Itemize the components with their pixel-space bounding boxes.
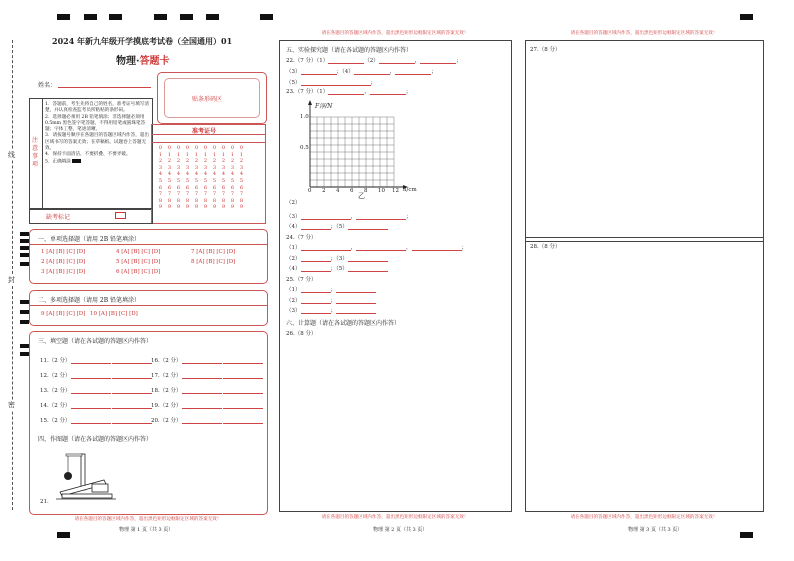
single-choice-section: [29, 229, 268, 284]
candidate-digit-column[interactable]: [228, 145, 237, 211]
notes-list: [45, 102, 149, 165]
candidate-digit-bubble[interactable]: 5: [185, 177, 190, 184]
alignment-mark: [154, 14, 167, 20]
graph-x-tick: 12: [392, 188, 399, 194]
q23-row2[interactable]: （2）: [286, 200, 301, 206]
choice-q9[interactable]: 9 [A] [B] [C] [D]: [41, 311, 86, 317]
barcode-area: 贴条形码区: [157, 72, 267, 124]
fill-blank-row[interactable]: 13.（2 分）: [40, 386, 152, 394]
q23-row4[interactable]: （4） ；（5）: [286, 222, 388, 230]
q22-row1[interactable]: 22.（7 分）（1） （2） ， ；: [286, 58, 462, 64]
fill-blank-row[interactable]: 20.（2 分）: [151, 416, 263, 424]
note-item: 4．保持卡面清洁，不要折叠、不要弄破。: [45, 152, 131, 158]
candidate-digit-bubble[interactable]: 8: [203, 197, 208, 204]
candidate-number-box: [151, 124, 266, 224]
candidate-digit-bubble[interactable]: 0: [239, 145, 244, 151]
candidate-digit-bubble[interactable]: 3: [230, 164, 235, 171]
section-title: 五、实验探究题（请在各试题的答题区内作答）: [286, 47, 413, 54]
side-mark: [20, 262, 29, 266]
candidate-digit-column[interactable]: [183, 145, 192, 211]
candidate-digit-bubble[interactable]: 4: [221, 171, 226, 178]
candidate-digit-bubble[interactable]: 0: [212, 145, 217, 151]
candidate-digit-bubble[interactable]: 5: [167, 177, 172, 184]
candidate-digit-bubble[interactable]: 1: [239, 151, 244, 158]
lever-diagram: [56, 450, 116, 502]
candidate-digit-bubble[interactable]: 7: [221, 191, 226, 198]
candidate-digit-bubble[interactable]: 7: [212, 191, 217, 198]
graph-x-tick: 2: [322, 188, 326, 194]
candidate-digit-bubble[interactable]: 1: [158, 151, 163, 158]
graph-x-tick: 4: [336, 188, 340, 194]
candidate-digit-column[interactable]: [237, 145, 246, 211]
side-mark: [20, 352, 29, 356]
alignment-mark: [180, 14, 193, 20]
candidate-digit-column[interactable]: [201, 145, 210, 211]
candidate-digit-bubble[interactable]: 8: [230, 197, 235, 204]
page-footer: 物理 第 2 页（共 3 页）: [373, 527, 428, 533]
candidate-digit-bubble[interactable]: 5: [230, 177, 235, 184]
binding-text-seal: 封: [8, 276, 15, 284]
choice-q8[interactable]: 8 [A] [B] [C] [D]: [191, 259, 236, 265]
multi-choice-section: [29, 290, 268, 326]
candidate-digit-bubble[interactable]: 7: [167, 191, 172, 198]
choice-q6[interactable]: 6 [A] [B] [C] [D]: [116, 269, 161, 275]
q25-label: 25.（7 分）: [286, 277, 317, 283]
candidate-digit-bubble[interactable]: 1: [230, 151, 235, 158]
candidate-digit-bubble[interactable]: 4: [185, 171, 190, 178]
candidate-digit-bubble[interactable]: 6: [239, 184, 244, 191]
choice-q7[interactable]: 7 [A] [B] [C] [D]: [191, 249, 236, 255]
candidate-digit-bubble[interactable]: 4: [176, 171, 181, 178]
candidate-digit-bubble[interactable]: 1: [221, 151, 226, 158]
card-title: 物理·答题卡: [116, 56, 170, 67]
side-mark: [20, 344, 29, 348]
candidate-digit-bubble[interactable]: 6: [203, 184, 208, 191]
candidate-digit-bubble[interactable]: 3: [194, 164, 199, 171]
candidate-digit-bubble[interactable]: 6: [212, 184, 217, 191]
candidate-digit-bubble[interactable]: 9: [158, 204, 163, 211]
candidate-digit-bubble[interactable]: 6: [176, 184, 181, 191]
q28-label: 28.（8 分）: [530, 244, 561, 250]
q27-label: 27.（8 分）: [530, 47, 561, 53]
candidate-digit-bubble[interactable]: 0: [230, 145, 235, 151]
candidate-digit-bubble[interactable]: 9: [221, 204, 226, 211]
candidate-digit-bubble[interactable]: 9: [203, 204, 208, 211]
candidate-digit-column[interactable]: [210, 145, 219, 211]
candidate-digit-bubble[interactable]: 5: [203, 177, 208, 184]
notes-box: [29, 98, 153, 210]
candidate-digit-column[interactable]: [219, 145, 228, 211]
absent-mark-box: [29, 208, 153, 224]
candidate-digit-bubble[interactable]: 8: [176, 197, 181, 204]
q25-row1[interactable]: （1） ；: [286, 285, 376, 293]
candidate-digit-bubble[interactable]: 0: [176, 145, 181, 151]
candidate-digit-bubble[interactable]: 2: [194, 158, 199, 165]
side-mark: [20, 253, 29, 257]
q22-row2[interactable]: （3） ；（4） ， ；: [286, 69, 437, 75]
buoyancy-graph[interactable]: [300, 99, 420, 199]
q21-label: 21.: [40, 499, 49, 505]
candidate-digit-bubble[interactable]: 7: [158, 191, 163, 198]
side-mark: [20, 239, 29, 243]
section-title: 六、计算题（请在各试题的答题区内作答）: [286, 320, 401, 327]
candidate-digit-bubble[interactable]: 0: [185, 145, 190, 151]
candidate-digit-bubble[interactable]: 3: [239, 164, 244, 171]
note-item: 3．请按题号顺序在各题目的答题区域内作答，超出区域书写的答案无效；在草稿纸、试题卷上答题无效。: [45, 133, 149, 152]
alignment-mark: [740, 14, 753, 20]
candidate-digit-bubble[interactable]: 0: [167, 145, 172, 151]
candidate-digit-bubble[interactable]: 9: [212, 204, 217, 211]
candidate-digit-bubble[interactable]: 3: [203, 164, 208, 171]
candidate-digit-bubble[interactable]: 1: [203, 151, 208, 158]
graph-x-tick: 8: [364, 188, 368, 194]
graph-y-label: F浮/N: [315, 103, 333, 110]
notice-text: 请在各题目的答题区域内作答，超出黑色矩形边框限定区域的答案无效！: [321, 31, 469, 36]
candidate-digit-bubble[interactable]: 3: [221, 164, 226, 171]
section-title: 二、多项选择题（请用 2B 铅笔填涂）: [38, 297, 141, 304]
candidate-digit-bubble[interactable]: 6: [194, 184, 199, 191]
choice-q2[interactable]: 2 [A] [B] [C] [D]: [41, 259, 86, 265]
choice-q1[interactable]: 1 [A] [B] [C] [D]: [41, 249, 86, 255]
alignment-mark: [57, 14, 70, 20]
candidate-digit-column[interactable]: [165, 145, 174, 211]
notice-text: 请在各题目的答题区域内作答，超出黑色矩形边框限定区域的答案无效！: [74, 517, 222, 522]
candidate-digit-bubble[interactable]: 9: [167, 204, 172, 211]
candidate-digit-bubble[interactable]: 4: [230, 171, 235, 178]
notes-title: 注意事项: [32, 137, 39, 168]
candidate-digit-column[interactable]: [174, 145, 183, 211]
graph-y-tick: 1.0: [300, 114, 309, 120]
fill-blank-section: [29, 331, 268, 515]
candidate-digit-bubble[interactable]: 4: [158, 171, 163, 178]
notice-text: 请在各题目的答题区域内作答，超出黑色矩形边框限定区域的答案无效！: [570, 515, 718, 520]
candidate-digit-column[interactable]: [156, 145, 165, 211]
candidate-digit-bubble[interactable]: 2: [158, 158, 163, 165]
choice-q3[interactable]: 3 [A] [B] [C] [D]: [41, 269, 86, 275]
candidate-digit-bubble[interactable]: 4: [212, 171, 217, 178]
candidate-digit-bubble[interactable]: 8: [212, 197, 217, 204]
candidate-digit-bubble[interactable]: 9: [176, 204, 181, 211]
side-mark: [20, 300, 29, 304]
candidate-digit-bubble[interactable]: 4: [203, 171, 208, 178]
graph-y-tick: 0.5: [300, 145, 309, 151]
candidate-digit-bubble[interactable]: 5: [194, 177, 199, 184]
alignment-mark: [57, 532, 70, 538]
candidate-digit-bubble[interactable]: 1: [212, 151, 217, 158]
candidate-digit-bubble[interactable]: 3: [185, 164, 190, 171]
candidate-digit-bubble[interactable]: 5: [239, 177, 244, 184]
candidate-digit-bubble[interactable]: 9: [230, 204, 235, 211]
binding-text-line: 线: [8, 151, 15, 159]
alignment-mark: [109, 14, 122, 20]
graph-x-tick: 0: [308, 188, 312, 194]
section-title: 四、作图题（请在各试题的答题区内作答）: [38, 436, 153, 443]
exam-title: 2024 年新九年级开学摸底考试卷（全国通用）01: [52, 36, 233, 46]
notice-text: 请在各题目的答题区域内作答，超出黑色矩形边框限定区域的答案无效！: [570, 31, 718, 36]
candidate-digit-bubble[interactable]: 4: [194, 171, 199, 178]
page-footer: 物理 第 1 页（共 3 页）: [119, 527, 174, 533]
section-title: 三、填空题（请在各试题的答题区内作答）: [38, 338, 153, 345]
page2-answer-area: [279, 40, 512, 512]
section-title: 一、单项选择题（请用 2B 铅笔填涂）: [38, 236, 141, 243]
q24-label: 24.（7 分）: [286, 235, 317, 241]
candidate-digit-bubble[interactable]: 2: [167, 158, 172, 165]
candidate-digit-bubble[interactable]: 1: [185, 151, 190, 158]
candidate-digit-column[interactable]: [192, 145, 201, 211]
candidate-digit-bubble[interactable]: 8: [239, 197, 244, 204]
candidate-digit-bubble[interactable]: 0: [194, 145, 199, 151]
candidate-digit-bubble[interactable]: 2: [185, 158, 190, 165]
candidate-digit-bubble[interactable]: 9: [185, 204, 190, 211]
candidate-digit-bubble[interactable]: 7: [239, 191, 244, 198]
name-field[interactable]: [58, 87, 151, 88]
candidate-digit-bubble[interactable]: 5: [158, 177, 163, 184]
candidate-digit-bubble[interactable]: 2: [221, 158, 226, 165]
fill-blank-row[interactable]: 19.（2 分）: [151, 401, 263, 409]
candidate-digit-bubble[interactable]: 6: [167, 184, 172, 191]
alignment-mark: [260, 14, 273, 20]
graph-x-tick: 10: [378, 188, 385, 194]
graph-x-tick: 6: [350, 188, 354, 194]
alignment-mark: [740, 532, 753, 538]
fill-blank-row[interactable]: 11.（2 分）: [40, 356, 152, 364]
absent-mark-label: 缺考标记: [46, 214, 71, 221]
candidate-digit-bubble[interactable]: 8: [167, 197, 172, 204]
side-mark: [20, 320, 29, 324]
alignment-mark: [84, 14, 97, 20]
candidate-digit-bubble[interactable]: 8: [158, 197, 163, 204]
fill-blank-row[interactable]: 18.（2 分）: [151, 386, 263, 394]
candidate-digit-bubble[interactable]: 8: [194, 197, 199, 204]
candidate-digit-bubble[interactable]: 0: [221, 145, 226, 151]
fill-blank-row[interactable]: 17.（2 分）: [151, 371, 263, 379]
candidate-digit-bubble[interactable]: 7: [176, 191, 181, 198]
candidate-digit-bubble[interactable]: 2: [230, 158, 235, 165]
candidate-digit-bubble[interactable]: 2: [203, 158, 208, 165]
notice-text: 请在各题目的答题区域内作答，超出黑色矩形边框限定区域的答案无效！: [321, 515, 469, 520]
candidate-digit-bubble[interactable]: 6: [185, 184, 190, 191]
q24-row3[interactable]: （4） ；（5）: [286, 264, 388, 272]
candidate-digit-bubble[interactable]: 4: [239, 171, 244, 178]
candidate-digit-bubble[interactable]: 7: [230, 191, 235, 198]
candidate-digit-grid[interactable]: [156, 145, 246, 211]
q27-answer-area[interactable]: [525, 40, 764, 242]
candidate-number-label: 准考证号: [192, 128, 217, 135]
candidate-digit-bubble[interactable]: 8: [185, 197, 190, 204]
q23-row3[interactable]: （3） ， ；: [286, 214, 412, 220]
side-mark: [20, 310, 29, 314]
candidate-digit-bubble[interactable]: 3: [158, 164, 163, 171]
q25-row3[interactable]: （3） ；: [286, 306, 376, 314]
candidate-digit-bubble[interactable]: 2: [239, 158, 244, 165]
fill-blank-row[interactable]: 15.（2 分）: [40, 416, 152, 424]
fill-blank-row[interactable]: 16.（2 分）: [151, 356, 263, 364]
page-footer: 物理 第 3 页（共 3 页）: [628, 527, 683, 533]
q24-row2[interactable]: （2） ；（3）: [286, 254, 388, 262]
q26-label: 26.（8 分）: [286, 331, 317, 337]
q28-answer-area[interactable]: [525, 237, 764, 512]
candidate-digit-bubble[interactable]: 8: [221, 197, 226, 204]
candidate-digit-bubble[interactable]: 2: [176, 158, 181, 165]
candidate-digit-bubble[interactable]: 7: [194, 191, 199, 198]
note-item: 5．正确填涂: [45, 159, 149, 166]
candidate-digit-bubble[interactable]: 0: [203, 145, 208, 151]
graph-caption: 乙: [358, 192, 365, 200]
candidate-digit-bubble[interactable]: 6: [221, 184, 226, 191]
candidate-digit-bubble[interactable]: 0: [158, 145, 163, 151]
choice-q10[interactable]: 10 [A] [B] [C] [D]: [90, 311, 138, 317]
q24-row1[interactable]: （1） ， ， ；: [286, 245, 468, 251]
q25-row2[interactable]: （2） ；: [286, 296, 376, 304]
candidate-digit-bubble[interactable]: 5: [212, 177, 217, 184]
candidate-digit-bubble[interactable]: 3: [167, 164, 172, 171]
note-item: 2．选择题必须用 2B 铅笔填涂；非选择题必须用 0.5mm 黑色签字笔答题，不得用铅笔或圆珠笔答题；字体工整、笔迹清晰。: [45, 114, 146, 133]
alignment-mark: [206, 14, 219, 20]
candidate-digit-bubble[interactable]: 2: [212, 158, 217, 165]
candidate-digit-bubble[interactable]: 6: [230, 184, 235, 191]
binding-text-secret: 密: [8, 401, 15, 409]
candidate-digit-bubble[interactable]: 5: [221, 177, 226, 184]
q23-row1[interactable]: 23.（7 分）（1） ， ；: [286, 89, 412, 95]
candidate-digit-bubble[interactable]: 6: [158, 184, 163, 191]
candidate-digit-bubble[interactable]: 1: [194, 151, 199, 158]
candidate-digit-bubble[interactable]: 4: [167, 171, 172, 178]
candidate-digit-bubble[interactable]: 7: [185, 191, 190, 198]
fill-blank-row[interactable]: 14.（2 分）: [40, 401, 152, 409]
candidate-digit-bubble[interactable]: 9: [239, 204, 244, 211]
name-label: 姓名：: [38, 82, 57, 89]
candidate-digit-bubble[interactable]: 3: [176, 164, 181, 171]
candidate-digit-bubble[interactable]: 3: [212, 164, 217, 171]
fill-blank-row[interactable]: 12.（2 分）: [40, 371, 152, 379]
q22-row3[interactable]: （5） ；: [286, 80, 377, 86]
choice-q5[interactable]: 5 [A] [B] [C] [D]: [116, 259, 161, 265]
absent-checkbox[interactable]: [115, 212, 126, 219]
side-mark: [20, 232, 29, 236]
graph-x-label: h/cm: [403, 187, 417, 193]
choice-q4[interactable]: 4 [A] [B] [C] [D]: [116, 249, 161, 255]
candidate-digit-bubble[interactable]: 1: [167, 151, 172, 158]
side-mark: [20, 246, 29, 250]
candidate-digit-bubble[interactable]: 9: [194, 204, 199, 211]
candidate-digit-bubble[interactable]: 1: [176, 151, 181, 158]
note-item: 1．答题前，考生先将自己的姓名，准考证号填写清楚，并认真检查监考员所粘贴的条形码。: [45, 102, 149, 114]
candidate-digit-bubble[interactable]: 7: [203, 191, 208, 198]
candidate-digit-bubble[interactable]: 5: [176, 177, 181, 184]
